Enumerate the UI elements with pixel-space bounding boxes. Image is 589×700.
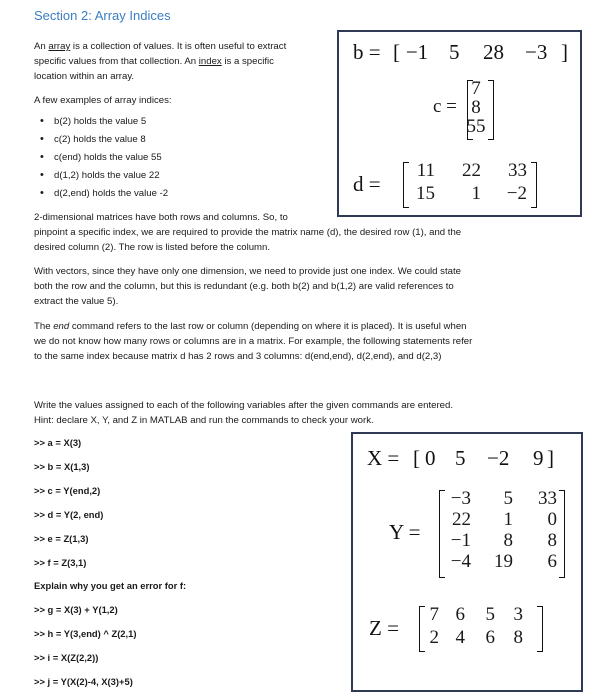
z-right-bracket <box>537 606 543 652</box>
example-text: c(end) holds the value 55 <box>54 152 162 163</box>
command-line: >> b = X(1,3) <box>34 461 90 472</box>
d-cell: 1 <box>471 183 481 204</box>
d-cell: 22 <box>462 160 481 181</box>
example-text: c(2) holds the value 8 <box>54 134 146 145</box>
b-value: −3 <box>525 40 548 64</box>
c-right-bracket <box>488 80 494 140</box>
y-cell: 1 <box>503 509 513 530</box>
end-keyword: end <box>53 321 70 332</box>
d-cell: −2 <box>506 183 527 204</box>
command-line: >> g = X(3) + Y(1,2) <box>34 604 118 615</box>
y-matrix <box>439 488 579 580</box>
y-label: Y = <box>389 520 421 544</box>
intro-text: is a collection of values. It is often useful to extract <box>70 41 287 52</box>
para5-line1: Write the values assigned to each of the following variables after the given commands are entered. <box>34 400 453 411</box>
d-cell: 15 <box>416 183 435 204</box>
section-title: Section 2: Array Indices <box>34 8 171 23</box>
command-line: >> c = Y(end,2) <box>34 485 101 496</box>
index-term: index <box>198 56 222 67</box>
y-right-bracket <box>559 490 565 578</box>
b-label: b = <box>353 40 381 64</box>
y-cell: 22 <box>452 509 471 530</box>
bullet-dot: • <box>40 169 44 181</box>
error-question: Explain why you get an error for f: <box>34 580 187 591</box>
para4-text: The <box>34 321 54 332</box>
example-bullet <box>40 169 160 181</box>
command-line: >> d = Y(2, end) <box>34 509 104 520</box>
y-cell: 5 <box>503 488 513 509</box>
z-cell: 6 <box>485 627 495 648</box>
d-cell: 11 <box>416 160 435 181</box>
command-line: >> e = Z(1,3) <box>34 533 89 544</box>
example-bullet <box>40 133 146 145</box>
bullet-dot: • <box>40 133 44 145</box>
para2-line3: desired column (2). The row is listed before the column. <box>34 242 271 253</box>
para4-line3: to the same index because matrix d has 2 rows and 3 columns: d(end,end), d(2,end), and d(2,3) <box>34 351 442 362</box>
x-close-bracket: ] <box>547 446 554 470</box>
c-value: 55 <box>466 116 486 137</box>
y-cell: 6 <box>547 551 557 572</box>
y-cell: 33 <box>538 488 557 509</box>
command-line: >> f = Z(3,1) <box>34 557 87 568</box>
d-right-bracket <box>531 162 537 208</box>
b-close-bracket: ] <box>561 40 568 64</box>
b-open-bracket: [ <box>393 40 400 64</box>
d-label: d = <box>353 172 381 196</box>
para5-line2: Hint: declare X, Y, and Z in MATLAB and run the commands to check your work. <box>34 415 374 426</box>
intro-line-1 <box>34 39 286 54</box>
matrix-box-xyz <box>351 432 583 692</box>
para3-line1: With vectors, since they have only one dimension, we need to provide just one index. We could state <box>34 266 461 277</box>
example-bullet <box>40 187 169 199</box>
z-cell: 8 <box>513 627 523 648</box>
x-value: 5 <box>455 446 466 470</box>
b-value: 5 <box>449 40 460 64</box>
array-term: array <box>48 41 71 52</box>
c-label: c = <box>433 96 457 117</box>
para3-line3: extract the value 5). <box>34 296 119 307</box>
z-cell: 3 <box>513 604 523 625</box>
y-cell: 8 <box>503 530 513 551</box>
z-cell: 7 <box>429 604 439 625</box>
x-label: X = <box>367 446 400 470</box>
bullet-dot: • <box>40 187 44 199</box>
z-cell: 4 <box>455 627 465 648</box>
z-cell: 6 <box>455 604 465 625</box>
para4-line1 <box>34 319 467 334</box>
command-line: >> j = Y(X(2)-4, X(3)+5) <box>34 676 133 687</box>
bullet-dot: • <box>40 115 44 127</box>
intro-line-3: location within an array. <box>34 71 135 82</box>
intro-line-2 <box>34 54 274 69</box>
b-value: 28 <box>483 40 504 64</box>
intro-text: is a specific <box>221 56 274 67</box>
z-label: Z = <box>369 616 399 640</box>
c-value: 7 <box>471 78 481 99</box>
example-text: d(2,end) holds the value -2 <box>54 188 169 199</box>
intro-text: specific values from that collection. An <box>34 56 199 67</box>
examples-heading: A few examples of array indices: <box>34 95 172 106</box>
para2-line2: pinpoint a specific index, we are required to provide the matrix name (d), the desired row (1), and the <box>34 227 462 238</box>
x-value: −2 <box>487 446 510 470</box>
x-value: 0 <box>425 446 436 470</box>
y-cell: 19 <box>494 551 513 572</box>
example-bullet <box>40 151 162 163</box>
para2-line1: 2-dimensional matrices have both rows and columns. So, to <box>34 212 288 223</box>
example-text: d(1,2) holds the value 22 <box>54 170 160 181</box>
y-cell: −3 <box>450 488 471 509</box>
para4-line2: we do not know how many rows or columns are in a matrix. For example, the following statements refer <box>34 336 473 347</box>
x-value: 9 <box>533 446 544 470</box>
z-cell: 5 <box>485 604 495 625</box>
intro-text: An <box>34 41 49 52</box>
y-cell: 8 <box>547 530 557 551</box>
para4-text: command refers to the last row or column (depending on where it is placed). It is useful when <box>69 321 467 332</box>
b-value: −1 <box>405 40 429 64</box>
z-cell: 2 <box>429 627 439 648</box>
example-bullet <box>40 115 147 127</box>
bullet-dot: • <box>40 151 44 163</box>
command-line: >> i = X(Z(2,2)) <box>34 652 99 663</box>
c-value: 8 <box>471 97 481 118</box>
y-cell: −1 <box>450 530 471 551</box>
matrix-box-bcd <box>337 30 582 217</box>
y-cell: −4 <box>450 551 471 572</box>
para3-line2: both the row and the column, but this is redundant (e.g. both b(2) and b(1,2) are valid references to <box>34 281 454 292</box>
x-open-bracket: [ <box>413 446 420 470</box>
example-text: b(2) holds the value 5 <box>54 116 147 127</box>
y-cell: 0 <box>547 509 557 530</box>
d-cell: 33 <box>508 160 527 181</box>
command-line: >> a = X(3) <box>34 437 82 448</box>
command-line: >> h = Y(3,end) ^ Z(2,1) <box>34 628 137 639</box>
c-column <box>461 79 491 136</box>
